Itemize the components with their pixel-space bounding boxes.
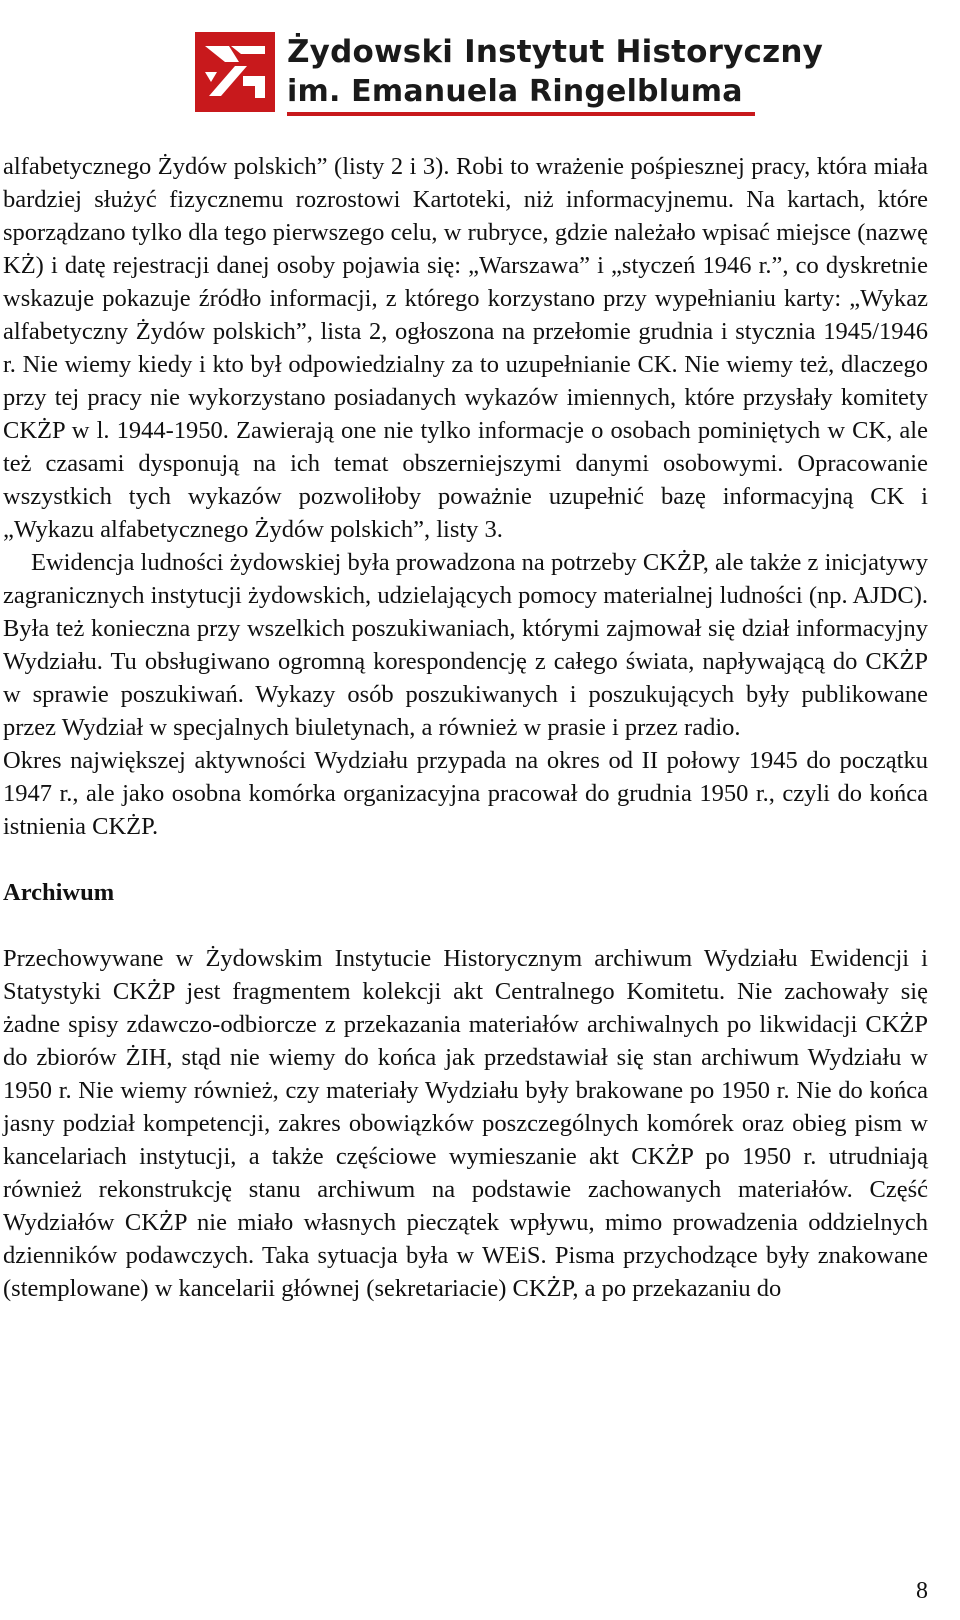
page-number: 8 <box>916 1578 928 1604</box>
document-body <box>3 150 928 1305</box>
paragraph-3: Okres największej aktywności Wydziału przypada na okres od II połowy 1945 do początku 1947 r., ale jako osobna komórka organizacyjna pracował do grudnia 1950 r., czyli do końca istnienia CKŻP. <box>3 747 928 840</box>
section-heading: Archiwum <box>3 879 115 906</box>
institute-subtitle: im. Emanuela Ringelbluma <box>287 74 743 109</box>
paragraph-2: Ewidencja ludności żydowskiej była prowadzona na potrzeby CKŻP, ale także z inicjatywy zagranicznych instytucji żydowskich, udzielających pomocy materialnej ludności (np. AJDC). Była też konieczna przy wszelkich poszukiwaniach, którymi zajmował się dział informacyjny Wydziału. Tu obsługiwano ogromną korespondencję z całego świata, napływającą do CKŻP w sprawie poszukiwań. Wykazy osób poszukiwanych i poszukujących były publikowane przez Wydział w specjalnych biuletynach, a również w prasie i przez radio. <box>3 549 928 741</box>
zih-logo-icon <box>195 32 275 112</box>
paragraph-1: alfabetycznego Żydów polskich” (listy 2 i 3). Robi to wrażenie pośpiesznej pracy, która miała bardziej służyć fizycznemu rozrostowi Kartoteki, niż informacyjnemu. Na kartach, które sporządzano tylko dla tego pierwszego celu, w rubryce, gdzie należało wpisać miejsce (nazwę KŻ) i datę rejestracji danej osoby pojawia się: „Warszawa” i „styczeń 1946 r.”, co dyskretnie wskazuje pokazuje źródło informacji, z którego korzystano przy wypełnianiu karty: „Wykaz alfabetyczny Żydów polskich”, lista 2, ogłoszona na przełomie grudnia i stycznia 1945/1946 r. Nie wiemy kiedy i kto był odpowiedzialny za to uzupełnianie CK. Nie wiemy też, dlaczego przy tej pracy nie wykorzystano posiadanych wykazów imiennych, które przysłały komitety CKŻP w l. 1944-1950. Zawierają one nie tylko informacje o osobach pominiętych w CK, ale też czasami dysponują na ich temat obszerniejszymi danymi osobowymi. Opracowanie wszystkich tych wykazów pozwoliłoby poważnie uzupełnić bazę informacyjną CK i „Wykazu alfabetycznego Żydów polskich”, listy 3. <box>3 153 928 543</box>
section-paragraph: Przechowywane w Żydowskim Instytucie Historycznym archiwum Wydziału Ewidencji i Statystyki CKŻP jest fragmentem kolekcji akt Centralnego Komitetu. Nie zachowały się żadne spisy zdawczo-odbiorcze z przekazania materiałów archiwalnych po likwidacji CKŻP do zbiorów ŻIH, stąd nie wiemy do końca jak przedstawiał się stan archiwum Wydziału w 1950 r. Nie wiemy również, czy materiały Wydziału były brakowane po 1950 r. Nie do końca jasny podział kompetencji, zakres obowiązków poszczególnych komórek oraz obieg pism w kancelariach instytucji, a także częściowe wymieszanie akt CKŻP po 1950 r. utrudniają również rekonstrukcję stanu archiwum na podstawie zachowanych materiałów. Część Wydziałów CKŻP nie miało własnych pieczątek wpływu, mimo prowadzenia oddzielnych dzienników podawczych. Taka sytuacja była w WEiS. Pisma przychodzące były znakowane (stemplowane) w kancelarii głównej (sekretariacie) CKŻP, a po przekazaniu do <box>3 945 928 1302</box>
institute-header <box>195 32 824 118</box>
institute-name: Żydowski Instytut Historyczny <box>287 34 824 70</box>
header-divider <box>287 112 755 116</box>
